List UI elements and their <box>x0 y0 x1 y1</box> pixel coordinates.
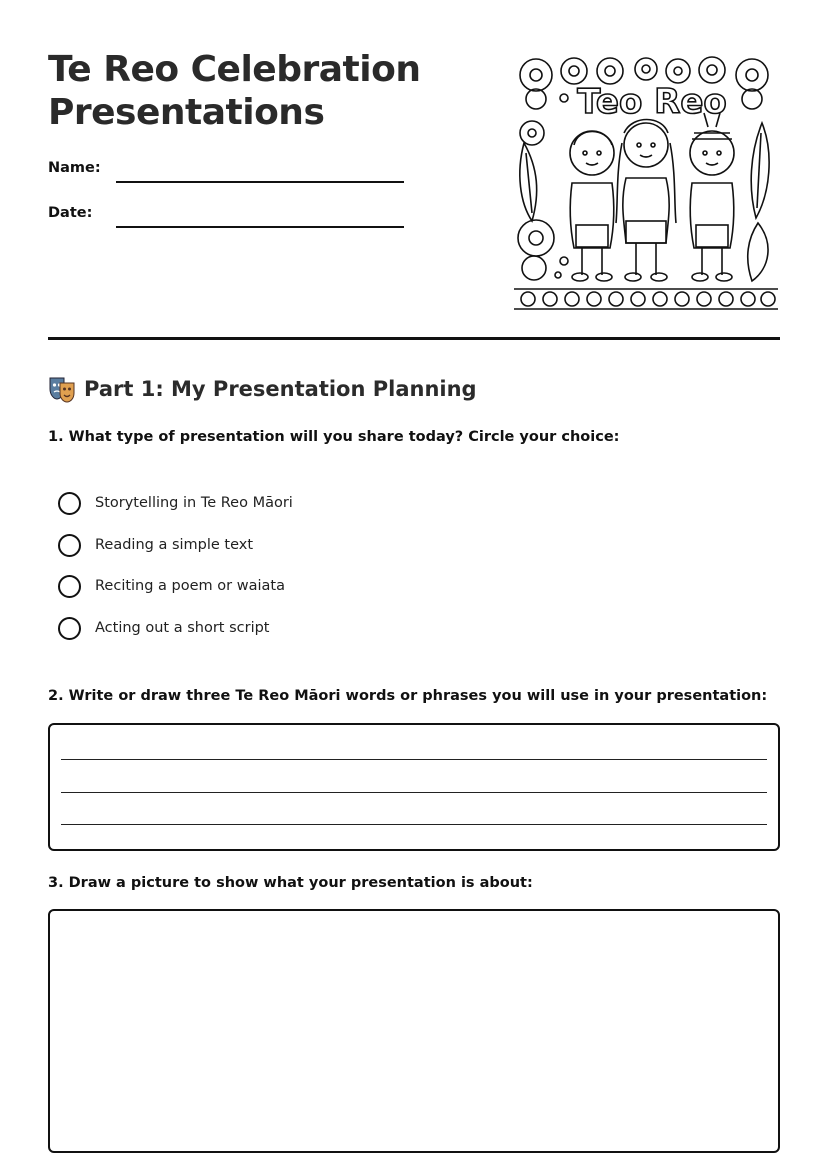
writing-line[interactable] <box>61 824 767 825</box>
words-writing-box[interactable] <box>48 723 780 851</box>
question-2-prompt: 2. Write or draw three Te Reo Māori words or phrases you will use in your presentation: <box>48 688 768 704</box>
writing-line[interactable] <box>61 759 767 760</box>
illustration-banner-text: Teo Reo <box>577 82 727 122</box>
choice-circle[interactable] <box>58 575 81 598</box>
option-label: Acting out a short script <box>95 620 270 636</box>
part1-heading <box>48 374 477 404</box>
question-3-prompt: 3. Draw a picture to show what your presentation is about: <box>48 875 533 891</box>
option-label: Reciting a poem or waiata <box>95 578 285 594</box>
page-title: Te Reo Celebration Presentations <box>48 49 421 133</box>
leaf-border-sides <box>518 94 769 281</box>
option-acting[interactable] <box>58 616 269 640</box>
flower-border-bottom <box>514 289 778 309</box>
choice-circle[interactable] <box>58 617 81 640</box>
drawing-box[interactable] <box>48 909 780 1153</box>
name-label: Name: <box>48 160 101 176</box>
option-reading[interactable] <box>58 533 253 557</box>
child-right <box>690 113 734 281</box>
choice-circle[interactable] <box>58 534 81 557</box>
option-reciting[interactable] <box>58 574 285 598</box>
child-left <box>570 131 614 281</box>
option-label: Reading a simple text <box>95 537 254 553</box>
question-1-prompt: 1. What type of presentation will you share today? Circle your choice: <box>48 429 620 445</box>
part1-title: Part 1: My Presentation Planning <box>84 377 477 401</box>
choice-circle[interactable] <box>58 492 81 515</box>
option-storytelling[interactable] <box>58 491 293 515</box>
option-label: Storytelling in Te Reo Māori <box>95 495 293 511</box>
name-field[interactable] <box>116 181 404 183</box>
child-middle <box>616 120 676 282</box>
teo-reo-illustration <box>512 53 780 311</box>
date-field[interactable] <box>116 226 404 228</box>
theater-masks-icon <box>48 375 76 403</box>
header-divider <box>48 337 780 340</box>
writing-line[interactable] <box>61 792 767 793</box>
date-label: Date: <box>48 205 93 221</box>
